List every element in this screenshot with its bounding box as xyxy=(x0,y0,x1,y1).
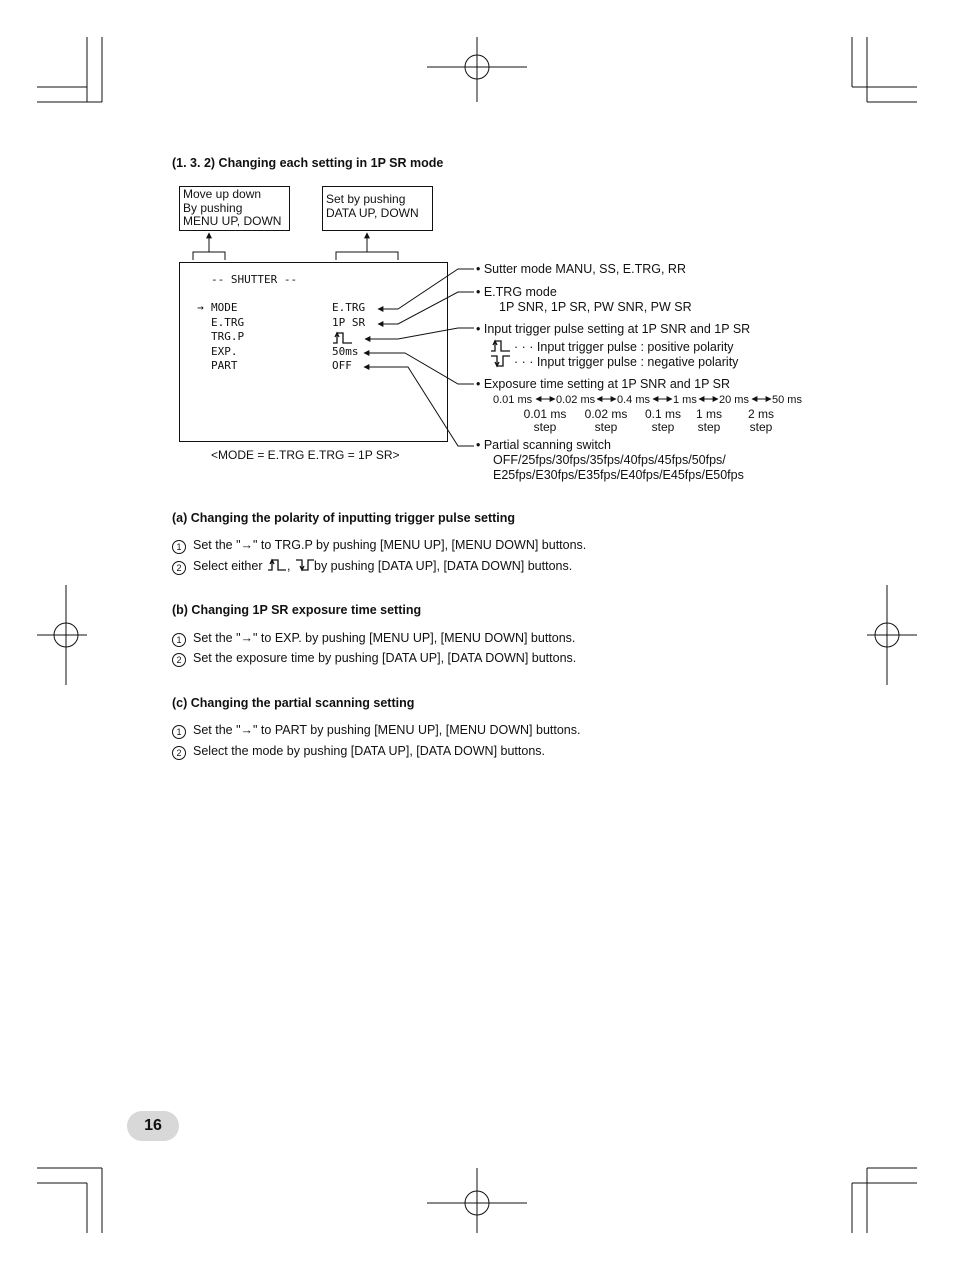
step-number-1: 1 xyxy=(172,540,186,554)
partial-scan-values-2: E25fps/E30fps/E35fps/E40fps/E45fps/E50fps xyxy=(493,468,744,482)
exposure-value-1: 0.01 ms xyxy=(493,394,533,406)
screen-caption: <MODE = E.TRG E.TRG = 1P SR> xyxy=(211,448,400,462)
section-b-step-2 xyxy=(172,651,576,667)
row-label-part: PART xyxy=(211,359,238,372)
exposure-value-6: 50 ms xyxy=(772,394,802,406)
row-value-part: OFF xyxy=(332,359,352,372)
section-a-step-1-text: Set the "→" to TRG.P by pushing [MENU UP], [MENU DOWN] buttons. xyxy=(193,538,587,552)
row-label-mode: MODE xyxy=(211,301,238,314)
row-value-etrg: 1P SR xyxy=(332,316,366,329)
step-label-2: 0.02 ms step xyxy=(584,407,628,434)
step-number-1: 1 xyxy=(172,725,186,739)
step-number-1: 1 xyxy=(172,633,186,647)
positive-polarity-note: · · · Input trigger pulse : positive polarity xyxy=(514,340,734,354)
section-a-step-2-prefix: Select either xyxy=(193,559,263,573)
section-c-step-2 xyxy=(172,744,545,760)
negative-pulse-inline-icon xyxy=(296,560,314,570)
step-label-3: 0.1 ms step xyxy=(644,407,681,434)
cursor-arrow: → xyxy=(197,301,204,314)
row-label-exp: EXP. xyxy=(211,345,238,358)
positive-pulse-legend-icon xyxy=(491,341,510,351)
section-c-step-1-text: Set the "→" to PART by pushing [MENU UP], [MENU DOWN] buttons. xyxy=(193,723,581,737)
partial-scan-values-1: OFF/25fps/30fps/35fps/40fps/45fps/50fps/ xyxy=(493,453,726,467)
row-value-exp: 50ms xyxy=(332,345,359,358)
step-number-2: 2 xyxy=(172,653,186,667)
section-c-step-2-text: Select the mode by pushing [DATA UP], [DATA DOWN] buttons. xyxy=(193,744,545,758)
input-trigger-note: • Input trigger pulse setting at 1P SNR and 1P SR xyxy=(476,322,751,336)
section-b-step-2-text: Set the exposure time by pushing [DATA UP], [DATA DOWN] buttons. xyxy=(193,651,577,665)
data-box-line-2: DATA UP, DOWN xyxy=(326,205,419,220)
section-a-step-1 xyxy=(172,538,586,554)
positive-pulse-icon xyxy=(333,333,352,343)
menu-box-line-3: MENU UP, DOWN xyxy=(183,214,282,228)
exposure-value-4: 1 ms xyxy=(673,394,697,406)
row-value-mode: E.TRG xyxy=(332,301,366,314)
exposure-value-3: 0.4 ms xyxy=(617,394,651,406)
step-label-4: 1 ms step xyxy=(695,407,722,434)
etrg-mode-note: • E.TRG mode xyxy=(476,285,557,299)
screen-title: -- SHUTTER -- xyxy=(211,273,298,286)
negative-pulse-legend-icon xyxy=(491,356,510,366)
partial-scan-note: • Partial scanning switch xyxy=(476,438,611,452)
row-label-trgp: TRG.P xyxy=(211,330,245,343)
step-number-2: 2 xyxy=(172,746,186,760)
section-b-step-1 xyxy=(172,631,575,647)
section-a-title: (a) Changing the polarity of inputting trigger pulse setting xyxy=(172,511,516,525)
exposure-value-2: 0.02 ms xyxy=(556,394,596,406)
section-c-title: (c) Changing the partial scanning setting xyxy=(172,696,415,710)
step-number-2: 2 xyxy=(172,561,186,575)
shutter-mode-note: • Sutter mode MANU, SS, E.TRG, RR xyxy=(476,262,686,276)
section-title: (1. 3. 2) Changing each setting in 1P SR mode xyxy=(172,156,444,170)
section-c-step-1 xyxy=(172,723,580,739)
row-label-etrg: E.TRG xyxy=(211,316,245,329)
pulse-separator: , xyxy=(287,559,291,573)
negative-polarity-note: · · · Input trigger pulse : negative polarity xyxy=(514,355,739,369)
section-a-step-2-suffix: by pushing [DATA UP], [DATA DOWN] buttons. xyxy=(314,559,573,573)
exposure-value-5: 20 ms xyxy=(719,394,749,406)
etrg-mode-values: 1P SNR, 1P SR, PW SNR, PW SR xyxy=(499,300,692,314)
menu-box-line-2: By pushing xyxy=(183,200,243,215)
menu-box-line-1: Move up down xyxy=(183,187,262,201)
section-a-step-2 xyxy=(172,559,262,575)
data-box-line-1: Set by pushing xyxy=(326,192,406,206)
positive-pulse-inline-icon xyxy=(268,560,286,570)
step-label-5: 2 ms step xyxy=(747,407,774,434)
section-b-title: (b) Changing 1P SR exposure time setting xyxy=(172,603,422,617)
step-label-1: 0.01 ms step xyxy=(523,407,567,434)
page-number: 16 xyxy=(127,1111,179,1141)
section-b-step-1-text: Set the "→" to EXP. by pushing [MENU UP], [MENU DOWN] buttons. xyxy=(193,631,576,645)
exposure-note: • Exposure time setting at 1P SNR and 1P SR xyxy=(476,377,731,391)
